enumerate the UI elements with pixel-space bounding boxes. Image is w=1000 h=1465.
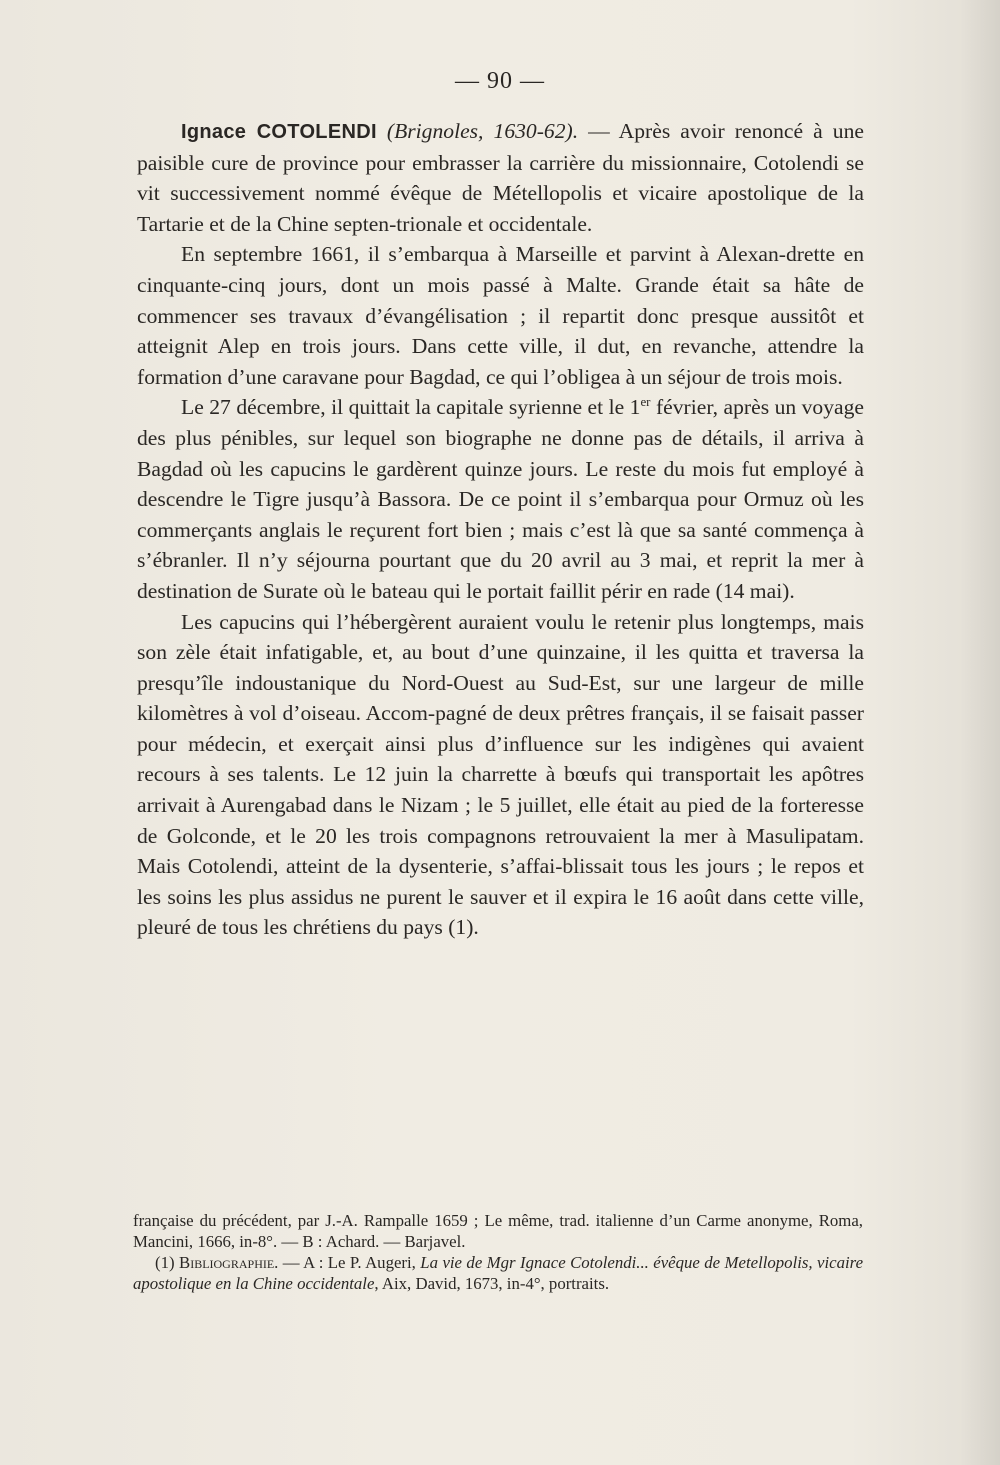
page-number: — 90 — [455, 68, 545, 94]
paragraph-masulipatam: Les capucins qui l’hébergèrent auraient voulu le retenir plus longtemps, mais son zèle était infatigable, et, au bout d’une quinzaine, il les quitta et traversa la presqu’île indoustanique du Nord-Ouest au Sud-Est, sur une largeur de mille kilomètres à vol d’oiseau. Accom-pagné de deux prêtres français, il se faisait passer pour médecin, et exerçait ainsi plus d’influence sur les indigènes qui avaient recours à ses talents. Le 12 juin la charrette à bœufs qui transportait les apôtres arrivait à Aurengabad dans le Nizam ; le 5 juillet, elle était au pied de la forteresse de Golconde, et le 20 les trois compagnons retrouvaient la mer à Masulipatam. Mais Cotolendi, atteint de la dysenterie, s’affai-blissait tous les jours ; le repos et les soins les plus assidus ne purent le sauver et il expira le 16 août dans cette ville, pleuré de tous les chrétiens du pays (1). [137, 609, 864, 940]
footnote-continuation: française du précédent, par J.-A. Rampalle 1659 ; Le même, trad. italienne d’un Carme anonyme, Roma, Mancini, 1666, in-8°. — B : Achard. — Barjavel. [133, 1211, 863, 1251]
page-edge-shadow [960, 0, 1000, 1465]
paragraph-bagdad-surate: Le 27 décembre, il quittait la capitale syrienne et le 1er février, après un voyage des plus pénibles, sur lequel son biographe ne donne pas de détails, il arriva à Bagdad où les capucins le gardèrent quinze jours. Le reste du mois fut employé à descendre le Tigre jusqu’à Bassora. De ce point il s’embarqua pour Ormuz où les commerçants anglais le reçurent fort bien ; mais c’est là que sa santé commença à s’ébranler. Il n’y séjourna pourtant que du 20 avril au 3 mai, et reprit la mer à destination de Surate où le bateau qui le portait faillit périr en rade (14 mai). [137, 394, 864, 603]
paragraph-voyage-alep: En septembre 1661, il s’embarqua à Marseille et parvint à Alexan-drette en cinquante-cinq jours, dont un mois passé à Malte. Grande était sa hâte de commencer ses travaux d’évangélisation ; il repartit donc presque aussitôt et atteignit Alep en trois jours. Dans cette ville, il dut, en revanche, attendre la formation d’une caravane pour Bagdad, ce qui l’obligea à un séjour de trois mois. [137, 242, 864, 389]
main-text [137, 116, 864, 943]
footnote-label-bibliographie: Bibliographie. [179, 1253, 279, 1272]
footnote-book-title: La vie de Mgr Ignace Cotolendi... évêque de Metellopolis, vicaire apostolique en la Chine occidentale [133, 1253, 864, 1293]
footnote-1: (1) Bibliographie. — A : Le P. Augeri, La vie de Mgr Ignace Cotolendi... évêque de Metellopolis, vicaire apostolique en la Chine occidentale, Aix, David, 1673, in-4°, portraits. [133, 1253, 864, 1293]
entry-intro-text: — Après avoir renoncé à une paisible cure de province pour embrasser la carrière du missionnaire, Cotolendi se vit successivement nommé évêque de Métellopolis et vicaire apostolique de la Tartarie et de la Chine septen-trionale et occidentale. [137, 119, 864, 236]
entry-origin: (Brignoles, 1630-62). [386, 119, 579, 143]
paragraph-entry-intro [137, 116, 864, 239]
footnotes [133, 1210, 863, 1294]
superscript-er: er [640, 394, 651, 410]
entry-name: Ignace COTOLENDI [181, 121, 377, 143]
